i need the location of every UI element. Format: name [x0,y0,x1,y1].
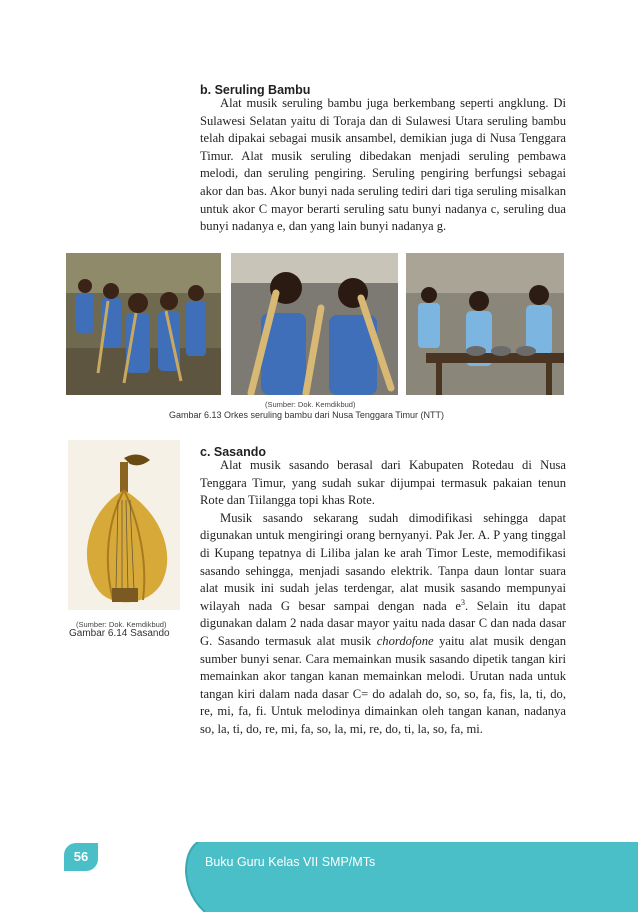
paragraph-2-text-b: . Selain itu dapat digunakan dalam 2 nada dasar mayor yaitu nada dasar C dan nada dasar G. Sasando termasuk alat musik [200,598,567,648]
figure-613-source: (Sumber: Dok. Kemdikbud) [265,400,356,409]
section-c-heading: c. Sasando [200,445,266,459]
figure-613-caption: Gambar 6.13 Orkes seruling bambu dari Nusa Tenggara Timur (NTT) [169,410,444,420]
chordofone-term: chordofone [376,633,434,648]
photo-flute-players-left [66,253,221,395]
section-c-paragraph-2 [200,510,566,739]
book-title: Buku Guru Kelas VII SMP/MTs [205,855,376,869]
section-b-paragraph: Alat musik seruling bambu juga berkembang seperti angklung. Di Sulawesi Selatan yaitu di Toraja dan di Sulawesi Utara seruling bambu telah dipakai sebagai musik ansambel, demikian juga di Nusa Tenggara Timur. Alat musik seruling dibedakan menjadi seruling pembawa melodi, dan seruling pengiring. Seruling pengiring berfungsi sebagai akor dan bas. Akor bunyi nada seruling tediri dari tiga seruling misalkan untuk akor C mayor berarti seruling satu bunyi nadanya c, seruling dua bunyi nadanya e, dan yang lain bunyi nadanya g. [200,96,566,234]
photo-sasando [68,440,180,610]
photo-xylophone-players [406,253,564,395]
section-b-heading: b. Seruling Bambu [200,83,311,97]
figure-614-caption: Gambar 6.14 Sasando [69,628,170,639]
superscript-3: 3 [460,597,465,607]
paragraph-2-text-c: yaitu alat musik dengan sumber bunyi senar. Cara memainkan musik sasando dipetik tangan kiri memainkan akor tangan kanan memainkan melodi. Urutan nada untuk tangan kiri dalam nada dasar C= do adalah do, so, so, fa, fis, la, ti, do, re, mi, fa, fi. Untuk melodinya dimainkan oleh tangan kanan, nadanya so, la, ti, do, re, mi, fa, so, la, mi, re, do, ti, la, so, fa, mi. [200,633,567,736]
figure-614-source: (Sumber: Dok. Kemdikbud) [76,620,167,629]
section-c-body [200,457,566,739]
section-b-body [200,95,566,236]
section-c-paragraph-1: Alat musik sasando berasal dari Kabupaten Rotedau di Nusa Tenggara Timur, yang sudah sukar dijumpai termasuk pakaian tenun Rote dan Tiilangga topi khas Rote. [200,458,566,508]
paragraph-2-text-a: Musik sasando sekarang sudah dimodifikasi sehingga dapat digunakan untuk mengiringi orang bernyanyi. Pak Jer. A. P yang tinggal di Kupang tepatnya di Liliba jalan ke arah Timor Leste, memodifikasi sasando sehingga, menjadi sasando elektrik. Tanpa daun lontar suara alat musik ini sudah jelas terdengar, alat musik sasando mempunyai wilayah nada G besar sampai dengan nada e [200,510,566,613]
page-number: 56 [64,843,98,871]
photo-flute-players-center [231,253,398,395]
